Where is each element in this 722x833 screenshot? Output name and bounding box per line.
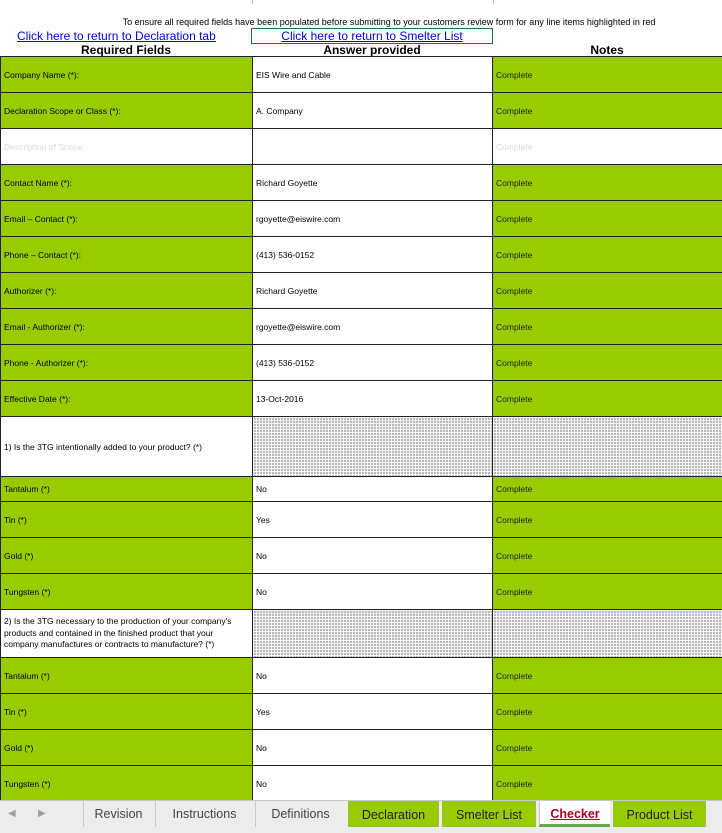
- column-divider: [252, 0, 494, 4]
- field-label[interactable]: Effective Date (*):: [1, 381, 253, 417]
- status-cell[interactable]: Complete: [493, 345, 722, 381]
- tab-product-list[interactable]: Product List: [613, 801, 706, 827]
- answer-cell[interactable]: No: [253, 538, 493, 574]
- status-cell[interactable]: Complete: [493, 766, 722, 801]
- answer-provided-header: Answer provided: [323, 43, 421, 57]
- table-row: [1, 766, 722, 801]
- question-row: [1, 610, 722, 658]
- table-row: [1, 574, 722, 610]
- field-label[interactable]: Tungsten (*): [1, 766, 253, 801]
- answer-cell-hatched[interactable]: [253, 610, 493, 658]
- field-label[interactable]: Email – Contact (*):: [1, 201, 253, 237]
- table-row: [1, 694, 722, 730]
- status-cell[interactable]: Complete: [493, 273, 722, 309]
- field-label[interactable]: Contact Name (*):: [1, 165, 253, 201]
- field-label[interactable]: Email - Authorizer (*):: [1, 309, 253, 345]
- answer-cell[interactable]: No: [253, 658, 493, 694]
- status-cell[interactable]: Complete: [493, 57, 722, 93]
- status-cell[interactable]: Complete: [493, 201, 722, 237]
- tab-definitions[interactable]: Definitions: [255, 801, 345, 827]
- previous-sheet-icon[interactable]: ◀: [8, 808, 16, 819]
- question-row: [1, 417, 722, 477]
- field-label[interactable]: Tin (*): [1, 694, 253, 730]
- tab-smelter-list[interactable]: Smelter List: [442, 801, 536, 827]
- answer-cell[interactable]: No: [253, 766, 493, 801]
- answer-cell[interactable]: No: [253, 477, 493, 502]
- table-row: [1, 477, 722, 502]
- answer-cell[interactable]: Richard Goyette: [253, 273, 493, 309]
- status-cell[interactable]: Complete: [493, 477, 722, 502]
- tab-declaration[interactable]: Declaration: [348, 801, 439, 827]
- status-cell-hatched[interactable]: [493, 610, 722, 658]
- answer-cell[interactable]: Yes: [253, 694, 493, 730]
- answer-cell[interactable]: A. Company: [253, 93, 493, 129]
- table-row: [1, 309, 722, 345]
- status-cell[interactable]: Complete: [493, 538, 722, 574]
- table-row: [1, 730, 722, 766]
- table-row: [1, 381, 722, 417]
- next-sheet-icon[interactable]: ▶: [38, 808, 46, 819]
- declaration-tab-link[interactable]: Click here to return to Declaration tab: [17, 29, 216, 43]
- table-row: [1, 93, 722, 129]
- field-label[interactable]: Declaration Scope or Class (*):: [1, 93, 253, 129]
- table-row: [1, 658, 722, 694]
- answer-cell[interactable]: rgoyette@eiswire.com: [253, 201, 493, 237]
- status-cell[interactable]: Complete: [493, 658, 722, 694]
- answer-cell-hatched[interactable]: [253, 417, 493, 477]
- status-cell[interactable]: Complete: [493, 730, 722, 766]
- table-row: [1, 345, 722, 381]
- table-row: [1, 538, 722, 574]
- field-label[interactable]: Tantalum (*): [1, 477, 253, 502]
- question-label[interactable]: 1) Is the 3TG intentionally added to your product? (*): [1, 417, 253, 477]
- status-cell[interactable]: Complete: [493, 93, 722, 129]
- status-cell-hatched[interactable]: [493, 417, 722, 477]
- table-row: [1, 165, 722, 201]
- table-row: [1, 129, 722, 165]
- answer-cell[interactable]: rgoyette@eiswire.com: [253, 309, 493, 345]
- checker-table: [0, 56, 722, 800]
- answer-cell[interactable]: Richard Goyette: [253, 165, 493, 201]
- status-cell[interactable]: Complete: [493, 237, 722, 273]
- tab-instructions[interactable]: Instructions: [155, 801, 253, 827]
- field-label[interactable]: Phone – Contact (*):: [1, 237, 253, 273]
- field-label[interactable]: Description of Scope:: [1, 129, 253, 165]
- answer-cell[interactable]: 13-Oct-2016: [253, 381, 493, 417]
- field-label[interactable]: Gold (*): [1, 730, 253, 766]
- status-cell[interactable]: Complete: [493, 129, 722, 165]
- status-cell[interactable]: Complete: [493, 502, 722, 538]
- field-label[interactable]: Tantalum (*): [1, 658, 253, 694]
- answer-cell[interactable]: [253, 129, 493, 165]
- tab-revision[interactable]: Revision: [83, 801, 153, 827]
- field-label[interactable]: Tungsten (*): [1, 574, 253, 610]
- field-label[interactable]: Company Name (*):: [1, 57, 253, 93]
- status-cell[interactable]: Complete: [493, 309, 722, 345]
- smelter-list-link[interactable]: Click here to return to Smelter List: [251, 28, 493, 44]
- answer-cell[interactable]: Yes: [253, 502, 493, 538]
- status-cell[interactable]: Complete: [493, 694, 722, 730]
- answer-cell[interactable]: No: [253, 730, 493, 766]
- required-fields-header: Required Fields: [80, 43, 172, 57]
- table-row: [1, 57, 722, 93]
- table-row: [1, 201, 722, 237]
- table-row: [1, 237, 722, 273]
- status-cell[interactable]: Complete: [493, 574, 722, 610]
- instruction-notice: To ensure all required fields have been populated before submitting to your customers review form for any line items highlighted in red: [122, 17, 656, 27]
- tab-checker[interactable]: Checker: [539, 801, 610, 827]
- field-label[interactable]: Gold (*): [1, 538, 253, 574]
- field-label[interactable]: Tin (*): [1, 502, 253, 538]
- notes-header: Notes: [590, 43, 624, 57]
- answer-cell[interactable]: EIS Wire and Cable: [253, 57, 493, 93]
- table-row: [1, 273, 722, 309]
- status-cell[interactable]: Complete: [493, 165, 722, 201]
- field-label[interactable]: Phone - Authorizer (*):: [1, 345, 253, 381]
- field-label[interactable]: Authorizer (*):: [1, 273, 253, 309]
- question-label[interactable]: 2) Is the 3TG necessary to the production of your company's products and contained in the finished product that your company manufactures or contracts to manufacture? (*): [1, 610, 253, 658]
- answer-cell[interactable]: (413) 536-0152: [253, 345, 493, 381]
- answer-cell[interactable]: No: [253, 574, 493, 610]
- answer-cell[interactable]: (413) 536-0152: [253, 237, 493, 273]
- table-row: [1, 502, 722, 538]
- sheet-tab-bar: [0, 800, 722, 833]
- status-cell[interactable]: Complete: [493, 381, 722, 417]
